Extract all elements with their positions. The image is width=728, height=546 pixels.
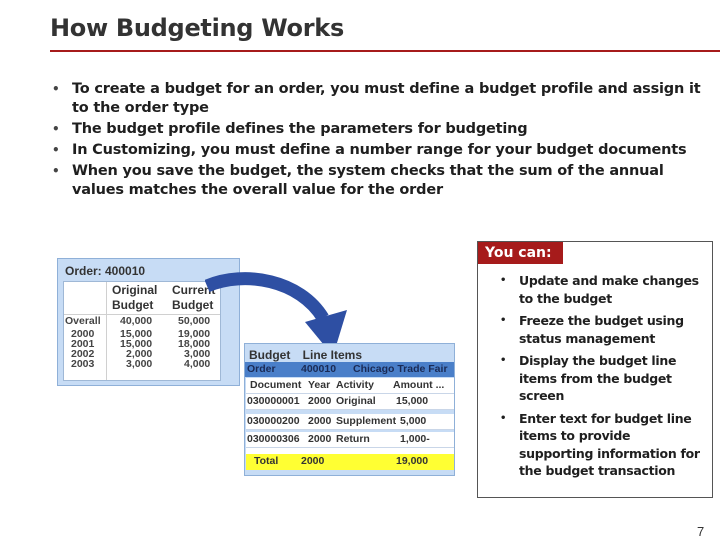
list-item [498,410,708,480]
row-label: 2003 [71,358,95,370]
table-header-row [246,378,454,394]
bullet-marker: • [500,275,507,286]
amount-value: 15,000 [396,395,429,407]
column-header-original: Budget [112,298,154,312]
total-row [246,454,454,470]
page-title: How Budgeting Works [50,14,344,42]
bullet-marker: • [52,82,60,96]
table-row [246,414,454,430]
amount-value: 1,000- [400,433,430,445]
total-amount: 19,000 [396,455,429,467]
title-divider [50,50,720,52]
line-items-title-text: Line Items [302,348,363,362]
bullet-marker: • [500,315,507,326]
bullet-text: To create a budget for an order, you must define a budget profile and assign it to the order type [72,81,701,116]
list-item-text: Enter text for budget line items to provide supporting information for the budget transaction [519,410,700,478]
activity-value: Supplement [336,415,397,427]
activity-value: Return [336,433,370,445]
order-header-row [245,362,454,377]
you-can-list [498,272,708,485]
current-value: 3,000 [184,348,211,360]
you-can-callout [477,241,713,498]
list-item [498,312,708,347]
row-label: 2000 [71,328,95,340]
line-items-title [249,348,362,362]
bullet-marker: • [52,122,60,136]
you-can-heading: You can: [478,242,563,264]
order-number: 400010 [301,363,337,375]
original-value: 40,000 [120,315,153,327]
table-row [246,394,454,410]
column-header-year: Year [308,379,331,391]
current-value: 18,000 [178,338,211,350]
list-item [498,352,708,405]
amount-value: 5,000 [400,415,427,427]
list-item-text: Display the budget line items from the budget screen [519,353,677,403]
line-items-table [246,378,454,474]
bullet-item [46,141,706,160]
row-label: 2002 [71,348,95,360]
original-value: 15,000 [120,338,153,350]
original-value: 2,000 [126,348,153,360]
order-label: Order [247,363,276,375]
bullet-text: The budget profile defines the parameters for budgeting [72,121,528,137]
list-item [498,272,708,307]
budget-line-items-panel [244,343,455,476]
current-value: 50,000 [178,315,211,327]
bullet-item [46,162,706,200]
total-label: Total [254,455,279,467]
page-number: 7 [697,524,705,539]
order-panel-title: Order: 400010 [65,264,146,278]
document-number: 030000306 [247,433,300,445]
main-bullet-list [46,80,706,202]
bullet-text: In Customizing, you must define a number range for your budget documents [72,142,687,158]
column-header-current: Current [172,283,216,297]
activity-value: Original [336,395,376,407]
bullet-marker: • [52,164,60,178]
bullet-marker: • [500,412,507,424]
list-item-text: Update and make changes to the budget [519,273,699,306]
year-value: 2000 [308,395,332,407]
order-name: Chicago Trade Fair [353,363,448,375]
column-header-amount: Amount ... [393,379,445,391]
current-value: 19,000 [178,328,211,340]
year-value: 2000 [308,433,332,445]
row-label: Overall [65,315,101,327]
total-year: 2000 [301,455,325,467]
bullet-marker: • [500,355,507,366]
line-items-title-budget: Budget [249,348,291,362]
current-value: 4,000 [184,358,211,370]
row-label: 2001 [71,338,95,350]
bullet-item [46,80,706,118]
table-row [246,432,454,448]
column-header-document: Document [250,379,302,391]
column-header-current: Budget [172,298,214,312]
document-number: 030000200 [247,415,300,427]
order-budget-table [63,281,221,381]
bullet-marker: • [52,143,60,157]
original-value: 3,000 [126,358,153,370]
document-number: 030000001 [247,395,300,407]
bullet-text: When you save the budget, the system checks that the sum of the annual values matches the overall value for the order [72,163,664,198]
original-value: 15,000 [120,328,153,340]
table-divider [106,282,107,380]
bullet-item [46,120,706,139]
column-header-original: Original [112,283,158,297]
list-item-text: Freeze the budget using status management [519,313,684,346]
year-value: 2000 [308,415,332,427]
column-header-activity: Activity [336,379,374,391]
